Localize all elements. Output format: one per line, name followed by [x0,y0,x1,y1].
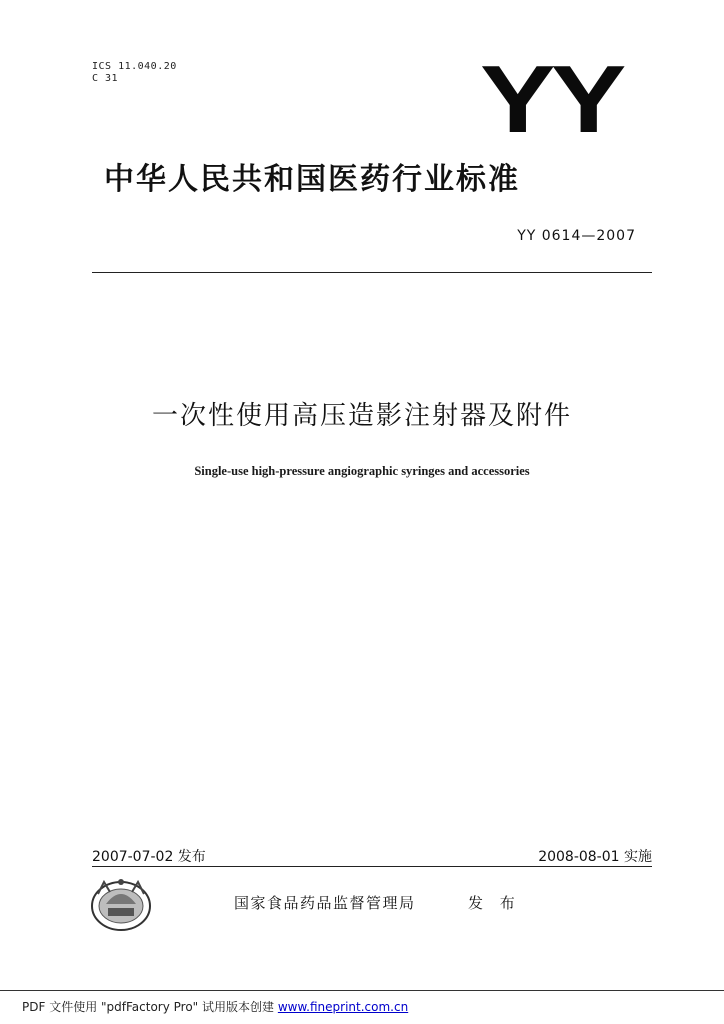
issue-date: 2007-07-02 发布 [92,849,206,865]
agency-seal-icon [88,874,154,934]
implementation-date: 2008-08-01 实施 [538,849,652,865]
ics-code: ICS 11.040.20 [92,61,177,72]
standard-number: YY 0614—2007 [517,228,636,244]
classification-codes [92,61,177,85]
footer-text: PDF 文件使用 "pdfFactory Pro" 试用版本创建 [22,1000,275,1014]
document-title: 一次性使用高压造影注射器及附件 [151,401,572,431]
pdf-footer [22,998,408,1015]
issue-label: 发 布 [468,894,521,912]
yy-logo: YY [480,46,622,153]
ccs-code: C 31 [92,73,119,84]
footer-link[interactable]: www.fineprint.com.cn [277,1000,409,1014]
standard-title: 中华人民共和国医药行业标准 [104,162,520,197]
header-divider [92,272,652,273]
footer-divider [0,990,724,991]
issuing-authority: 国家食品药品监督管理局 [234,894,416,912]
dates-divider [92,866,652,867]
document-title-english: Single-use high-pressure angiographic syringes and accessories [194,464,530,478]
